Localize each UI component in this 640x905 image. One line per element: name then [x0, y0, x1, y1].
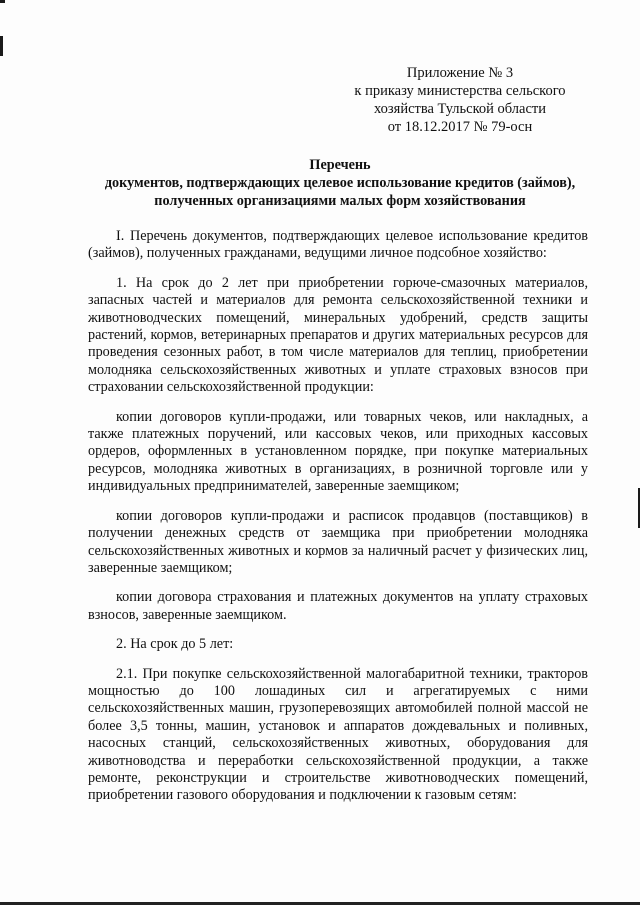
- item-1-doc-purchase-contracts: копии договоров купли-продажи, или товарных чеков, или накладных, а также платежных поручений, или кассовых чеков, или приходных кассовых ордеров, оформленных в установленном порядке, при покупке материальных ресурсов, молодняка животных в организациях, в розничной торговле или у индивидуальных предпринимателей, заверенные заемщиком;: [88, 408, 588, 495]
- document-body: [88, 228, 588, 817]
- scan-artifact: [0, 36, 3, 56]
- appendix-header: [340, 64, 580, 136]
- title-subheading-line2: полученных организациями малых форм хозяйствования: [154, 193, 526, 209]
- section-1-intro: I. Перечень документов, подтверждающих целевое использование кредитов (займов), полученных гражданами, ведущими личное подсобное хозяйство:: [88, 228, 588, 262]
- appendix-date-number: от 18.12.2017 № 79-осн: [387, 119, 533, 135]
- item-1-doc-insurance: копии договора страхования и платежных документов на уплату страховых взносов, заверенные заемщиком.: [88, 589, 588, 623]
- document-title: [70, 156, 610, 210]
- appendix-ministry: хозяйства Тульской области: [373, 101, 547, 117]
- item-1-term-2-years: 1. На срок до 2 лет при приобретении горюче-смазочных материалов, запасных частей и материалов для ремонта сельскохозяйственной техники и животноводческих помещений, минеральных удобрений, средств защиты растений, кормов, ветеринарных препаратов и других материальных ресурсов для проведения сезонных работ, в том числе материалов для теплиц, приобретении молодняка сельскохозяйственных животных и уплате страховых взносов при страховании сельскохозяйственной продукции:: [88, 274, 588, 396]
- title-subheading-line1: документов, подтверждающих целевое использование кредитов (займов),: [104, 175, 576, 191]
- item-1-doc-cash-purchase: копии договоров купли-продажи и расписок продавцов (поставщиков) в получении денежных средств от заемщика при приобретении молодняка сельскохозяйственных животных и кормов за наличный расчет у физических лиц, заверенные заемщиком;: [88, 507, 588, 576]
- appendix-number: Приложение № 3: [406, 65, 514, 81]
- title-heading: Перечень: [309, 157, 371, 173]
- scan-artifact: [0, 0, 5, 3]
- item-2-1-equipment: 2.1. При покупке сельскохозяйственной малогабаритной техники, тракторов мощностью до 100 лошадиных сил и агрегатируемых с ними сельскохозяйственных машин, грузоперевозящих автомобилей полной массой не более 3,5 тонны, машин, установок и аппаратов дождевальных и поливных, насосных станций, сельскохозяйственных животных, оборудования для животноводства и переработки сельскохозяйственной продукции, а также ремонте, реконструкции и строительстве животноводческих помещений, приобретении газового оборудования и подключении к газовым сетям:: [88, 665, 588, 804]
- item-2-term-5-years: 2. На срок до 5 лет:: [116, 636, 234, 653]
- appendix-order-ref: к приказу министерства сельского: [354, 83, 566, 99]
